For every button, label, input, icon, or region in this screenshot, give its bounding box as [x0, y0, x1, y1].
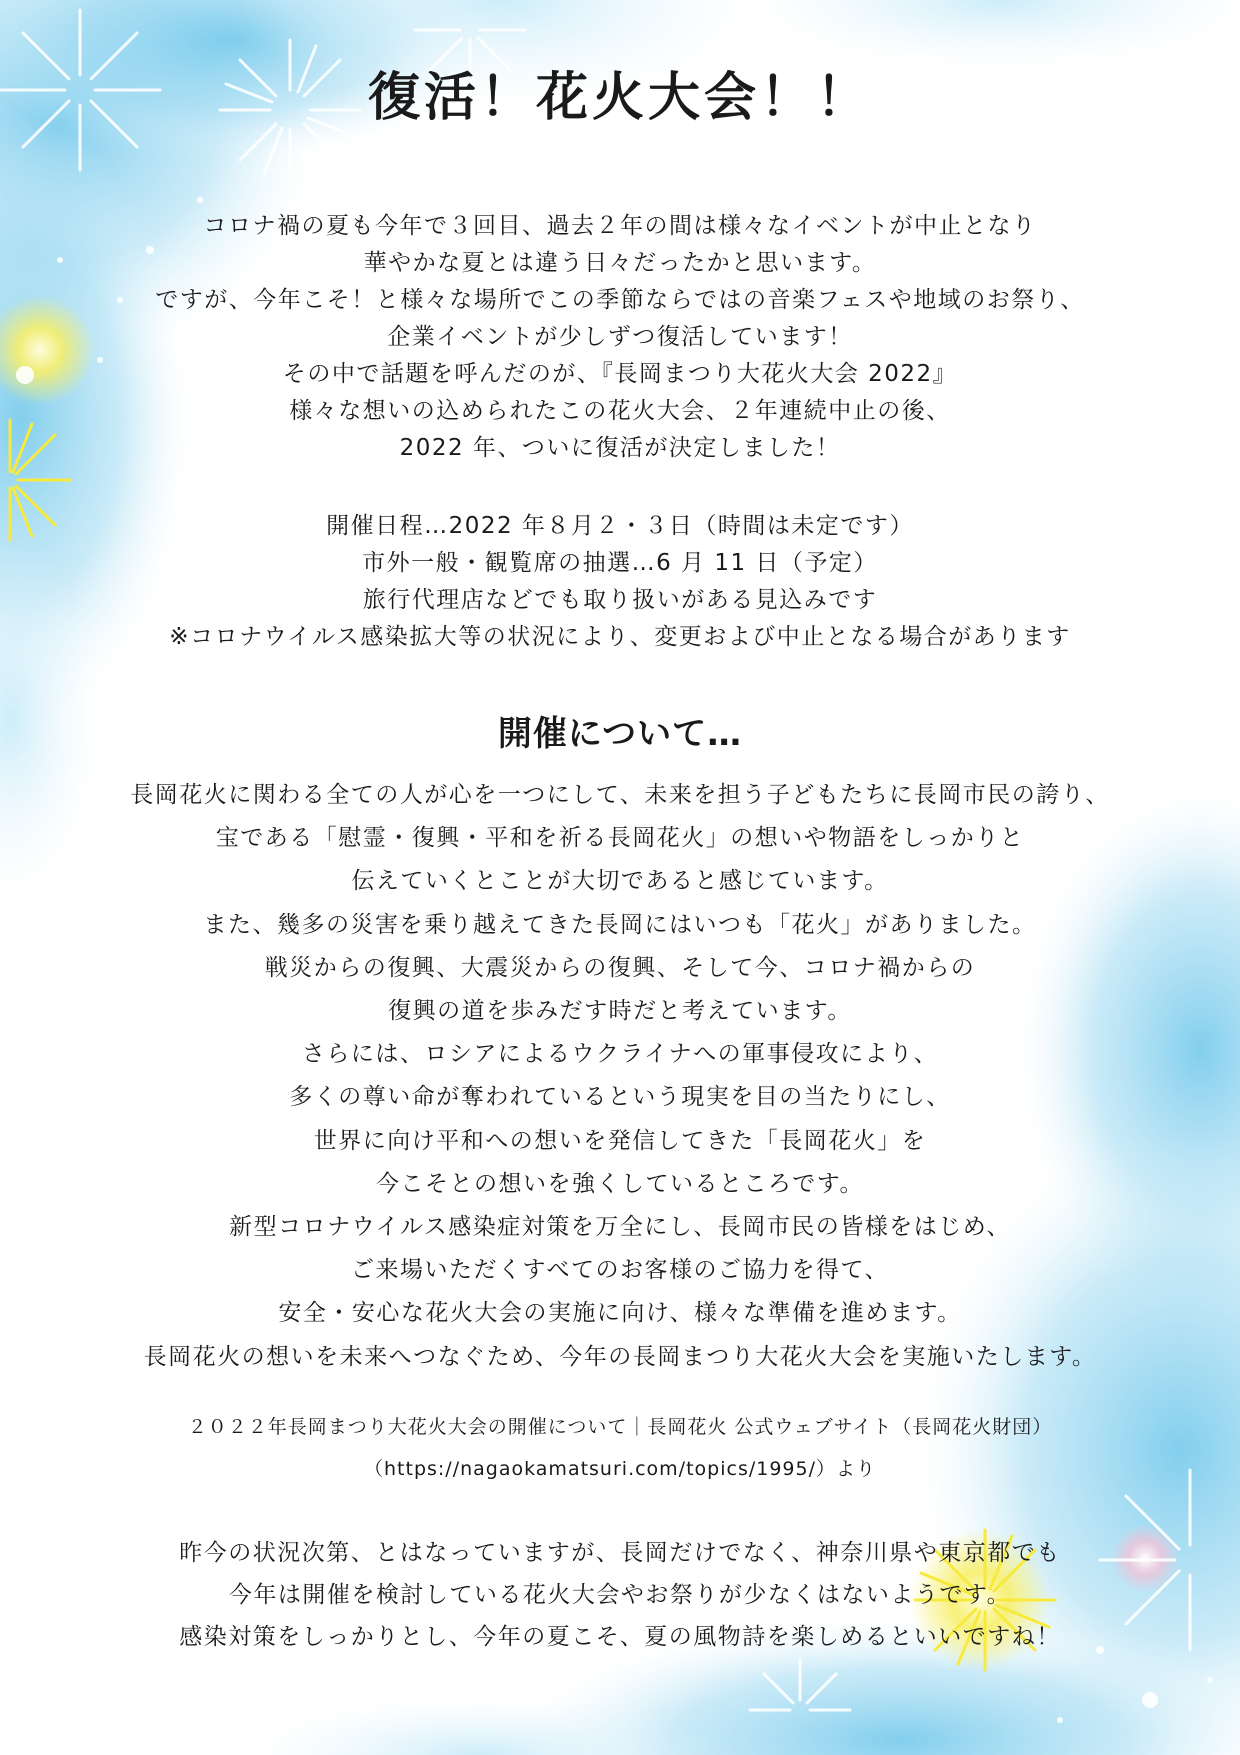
statement-line: さらには、ロシアによるウクライナへの軍事侵攻により、: [301, 1041, 939, 1068]
statement-line: 世界に向け平和への想いを発信してきた「長岡花火」を: [313, 1127, 927, 1154]
statement-line: 長岡花火に関わる全ての人が心を一つにして、未来を担う子どもたちに長岡市民の誇り、: [130, 782, 1110, 808]
statement-line: 多くの尊い命が奪われているという現実を目の当たりにし、: [289, 1084, 951, 1111]
page-title: 復活！花火大会！！: [367, 68, 872, 128]
quoted-statement: [0, 774, 1240, 1379]
intro-line: ですが、今年こそ！と様々な場所でこの季節ならではの音楽フェスや地域のお祭り、: [155, 287, 1085, 313]
statement-line: 新型コロナウイルス感染症対策を万全にし、長岡市民の皆様をはじめ、: [229, 1214, 1011, 1241]
closing-paragraph: [0, 1532, 1240, 1658]
statement-line: 長岡花火の想いを未来へつなぐため、今年の長岡まつり大花火大会を実施いたします。: [143, 1343, 1097, 1370]
intro-line: 様々な想いの込められたこの花火大会、２年連続中止の後、: [289, 398, 951, 424]
intro-line: その中で話題を呼んだのが、『長岡まつり大花火大会 2022』: [282, 361, 958, 387]
statement-line: 安全・安心な花火大会の実施に向け、様々な準備を進めます。: [278, 1300, 962, 1327]
section-heading: 開催について…: [497, 714, 743, 754]
statement-line: 伝えていくとことが大切であると感じています。: [351, 868, 889, 895]
statement-line: また、幾多の災害を乗り越えてきた長岡にはいつも「花火」がありました。: [203, 911, 1037, 938]
closing-line: 感染対策をしっかりとし、今年の夏こそ、夏の風物詩を楽しめるといいですね！: [179, 1624, 1061, 1650]
schedule-line: 旅行代理店などでも取り扱いがある見込みです: [362, 587, 878, 613]
intro-paragraph: [0, 208, 1240, 467]
statement-line: ご来場いただくすべてのお客様のご協力を得て、: [350, 1257, 890, 1284]
schedule-info: [0, 508, 1240, 656]
intro-line: 2022 年、ついに復活が決定しました！: [399, 435, 841, 461]
schedule-line: ※コロナウイルス感染拡大等の状況により、変更および中止となる場合があります: [169, 624, 1071, 650]
intro-line: 華やかな夏とは違う日々だったかと思います。: [363, 250, 877, 276]
schedule-line: 市外一般・観覧席の抽選…6 月 11 日（予定）: [362, 550, 878, 576]
statement-line: 今こそとの想いを強くしているところです。: [376, 1170, 864, 1197]
closing-line: 今年は開催を検討している花火大会やお祭りが少なくはないようです。: [228, 1582, 1012, 1608]
source-line: ２０２２年長岡まつり大花火大会の開催について｜長岡花火 公式ウェブサイト（長岡花火財団）: [187, 1416, 1053, 1438]
source-url: （https://nagaokamatsuri.com/topics/1995/）より: [364, 1458, 876, 1480]
intro-line: コロナ禍の夏も今年で３回目、過去２年の間は様々なイベントが中止となり: [203, 213, 1037, 239]
statement-line: 戦災からの復興、大震災からの復興、そして今、コロナ禍からの: [264, 954, 976, 981]
statement-line: 宝である「慰霊・復興・平和を祈る長岡花火」の想いや物語をしっかりと: [215, 825, 1025, 852]
statement-line: 復興の道を歩みだす時だと考えています。: [388, 998, 852, 1025]
schedule-line: 開催日程…2022 年８月２・３日（時間は未定です）: [326, 513, 914, 539]
source-citation: [0, 1406, 1240, 1490]
closing-line: 昨今の状況次第、とはなっていますが、長岡だけでなく、神奈川県や東京都でも: [179, 1540, 1061, 1566]
intro-line: 企業イベントが少しずつ復活しています！: [387, 324, 853, 350]
